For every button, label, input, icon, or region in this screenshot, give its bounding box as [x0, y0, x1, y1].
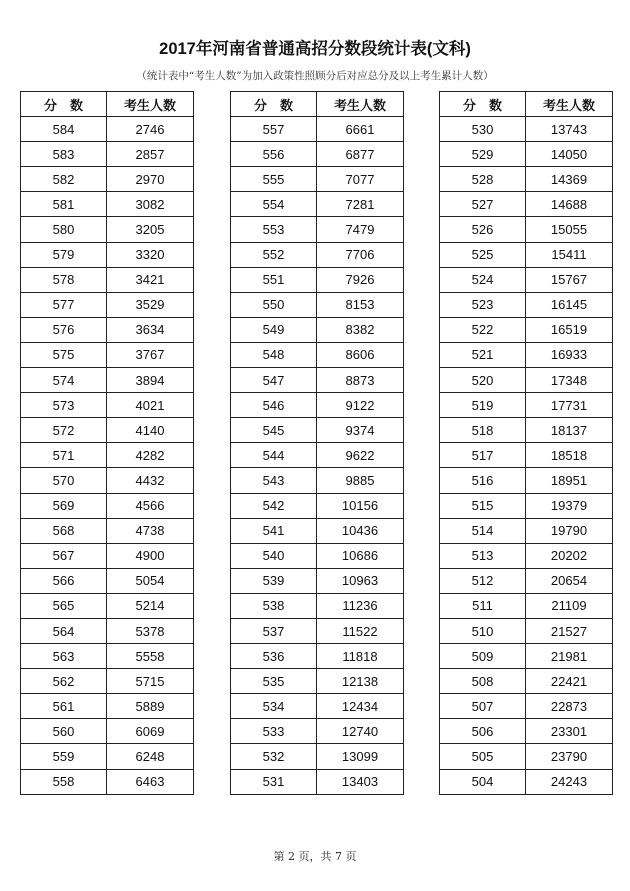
table-row [231, 342, 404, 367]
table-row [440, 317, 613, 342]
table-row [21, 744, 194, 769]
count-cell: 12434 [317, 694, 404, 719]
table-row [440, 342, 613, 367]
count-cell: 6463 [107, 769, 194, 794]
table-row [21, 669, 194, 694]
score-cell: 525 [440, 242, 526, 267]
table-row [231, 242, 404, 267]
count-cell: 3894 [107, 368, 194, 393]
column-header-score: 分 数 [231, 92, 317, 117]
count-cell: 7281 [317, 192, 404, 217]
table-row [21, 769, 194, 794]
table-row [231, 618, 404, 643]
page-footer: 第 2 页，共 7 页 [273, 850, 357, 863]
table-row [440, 192, 613, 217]
count-cell: 15055 [526, 217, 613, 242]
table-row [231, 142, 404, 167]
score-cell: 523 [440, 292, 526, 317]
count-cell: 4738 [107, 518, 194, 543]
score-cell: 540 [231, 543, 317, 568]
table-row [21, 267, 194, 292]
score-cell: 559 [21, 744, 107, 769]
count-cell: 12138 [317, 669, 404, 694]
count-cell: 5054 [107, 568, 194, 593]
score-cell: 521 [440, 342, 526, 367]
count-cell: 11522 [317, 618, 404, 643]
table-row [21, 292, 194, 317]
count-cell: 14369 [526, 167, 613, 192]
score-cell: 556 [231, 142, 317, 167]
score-cell: 560 [21, 719, 107, 744]
score-cell: 514 [440, 518, 526, 543]
score-cell: 541 [231, 518, 317, 543]
table-row [231, 368, 404, 393]
count-cell: 13403 [317, 769, 404, 794]
count-cell: 22873 [526, 694, 613, 719]
count-cell: 16933 [526, 342, 613, 367]
column-header-count: 考生人数 [317, 92, 404, 117]
table-row [440, 694, 613, 719]
score-cell: 548 [231, 342, 317, 367]
table-header-row [231, 92, 404, 117]
table-row [21, 518, 194, 543]
count-cell: 4140 [107, 418, 194, 443]
count-cell: 13099 [317, 744, 404, 769]
count-cell: 19790 [526, 518, 613, 543]
score-cell: 561 [21, 694, 107, 719]
count-cell: 11236 [317, 593, 404, 618]
count-cell: 2746 [107, 117, 194, 142]
score-cell: 568 [21, 518, 107, 543]
table-row [21, 167, 194, 192]
count-cell: 6248 [107, 744, 194, 769]
count-cell: 7706 [317, 242, 404, 267]
score-cell: 527 [440, 192, 526, 217]
table-row [231, 117, 404, 142]
document-title: 2017年河南省普通高招分数段统计表(文科) [159, 40, 471, 58]
count-cell: 23790 [526, 744, 613, 769]
score-cell: 542 [231, 493, 317, 518]
count-cell: 6069 [107, 719, 194, 744]
score-cell: 518 [440, 418, 526, 443]
table-row [21, 443, 194, 468]
count-cell: 7077 [317, 167, 404, 192]
count-cell: 15767 [526, 267, 613, 292]
count-cell: 4282 [107, 443, 194, 468]
score-cell: 511 [440, 593, 526, 618]
table-row [21, 543, 194, 568]
table-row [440, 719, 613, 744]
table-row [231, 593, 404, 618]
table-row [231, 468, 404, 493]
count-cell: 18518 [526, 443, 613, 468]
score-cell: 513 [440, 543, 526, 568]
score-cell: 543 [231, 468, 317, 493]
table-row [21, 468, 194, 493]
count-cell: 12740 [317, 719, 404, 744]
table-row [231, 694, 404, 719]
score-cell: 530 [440, 117, 526, 142]
table-row [440, 117, 613, 142]
table-row [440, 142, 613, 167]
score-cell: 557 [231, 117, 317, 142]
score-cell: 579 [21, 242, 107, 267]
score-cell: 546 [231, 393, 317, 418]
table-row [21, 618, 194, 643]
table-row [21, 418, 194, 443]
count-cell: 8382 [317, 317, 404, 342]
table-row [440, 644, 613, 669]
count-cell: 10963 [317, 568, 404, 593]
count-cell: 8873 [317, 368, 404, 393]
count-cell: 19379 [526, 493, 613, 518]
score-cell: 537 [231, 618, 317, 643]
count-cell: 3082 [107, 192, 194, 217]
score-cell: 565 [21, 593, 107, 618]
count-cell: 9374 [317, 418, 404, 443]
table-row [231, 443, 404, 468]
score-cell: 567 [21, 543, 107, 568]
score-cell: 536 [231, 644, 317, 669]
count-cell: 3205 [107, 217, 194, 242]
score-cell: 519 [440, 393, 526, 418]
score-cell: 577 [21, 292, 107, 317]
score-cell: 576 [21, 317, 107, 342]
count-cell: 4566 [107, 493, 194, 518]
count-cell: 16519 [526, 317, 613, 342]
count-cell: 11818 [317, 644, 404, 669]
table-row [440, 292, 613, 317]
score-cell: 533 [231, 719, 317, 744]
count-cell: 5558 [107, 644, 194, 669]
table-row [440, 593, 613, 618]
count-cell: 5214 [107, 593, 194, 618]
table-row [231, 167, 404, 192]
table-row [440, 669, 613, 694]
score-cell: 538 [231, 593, 317, 618]
table-row [231, 292, 404, 317]
score-cell: 545 [231, 418, 317, 443]
table-row [21, 342, 194, 367]
score-cell: 526 [440, 217, 526, 242]
count-cell: 24243 [526, 769, 613, 794]
score-cell: 509 [440, 644, 526, 669]
table-row [440, 217, 613, 242]
score-table-2 [230, 91, 404, 795]
table-row [440, 468, 613, 493]
count-cell: 20202 [526, 543, 613, 568]
score-cell: 570 [21, 468, 107, 493]
table-row [21, 694, 194, 719]
score-cell: 524 [440, 267, 526, 292]
count-cell: 4021 [107, 393, 194, 418]
count-cell: 17348 [526, 368, 613, 393]
score-cell: 583 [21, 142, 107, 167]
score-cell: 512 [440, 568, 526, 593]
table-row [231, 744, 404, 769]
count-cell: 18137 [526, 418, 613, 443]
score-cell: 508 [440, 669, 526, 694]
count-cell: 21527 [526, 618, 613, 643]
table-row [440, 518, 613, 543]
score-cell: 582 [21, 167, 107, 192]
score-cell: 539 [231, 568, 317, 593]
table-row [231, 719, 404, 744]
score-cell: 506 [440, 719, 526, 744]
score-cell: 516 [440, 468, 526, 493]
score-cell: 504 [440, 769, 526, 794]
table-row [231, 568, 404, 593]
table-row [21, 593, 194, 618]
count-cell: 5889 [107, 694, 194, 719]
table-row [231, 543, 404, 568]
score-cell: 515 [440, 493, 526, 518]
table-row [231, 769, 404, 794]
table-row [21, 719, 194, 744]
table-row [21, 142, 194, 167]
score-table-3 [439, 91, 613, 795]
score-cell: 564 [21, 618, 107, 643]
table-row [231, 217, 404, 242]
count-cell: 7926 [317, 267, 404, 292]
table-row [21, 317, 194, 342]
column-header-score: 分 数 [440, 92, 526, 117]
score-cell: 534 [231, 694, 317, 719]
table-row [231, 669, 404, 694]
score-cell: 571 [21, 443, 107, 468]
count-cell: 9885 [317, 468, 404, 493]
score-cell: 549 [231, 317, 317, 342]
count-cell: 9122 [317, 393, 404, 418]
count-cell: 14688 [526, 192, 613, 217]
table-row [231, 317, 404, 342]
score-cell: 510 [440, 618, 526, 643]
score-cell: 535 [231, 669, 317, 694]
score-cell: 573 [21, 393, 107, 418]
score-cell: 507 [440, 694, 526, 719]
count-cell: 17731 [526, 393, 613, 418]
score-cell: 581 [21, 192, 107, 217]
score-cell: 558 [21, 769, 107, 794]
count-cell: 6661 [317, 117, 404, 142]
table-row [231, 644, 404, 669]
score-cell: 554 [231, 192, 317, 217]
score-cell: 566 [21, 568, 107, 593]
table-row [440, 368, 613, 393]
score-cell: 522 [440, 317, 526, 342]
score-table-1 [20, 91, 194, 795]
score-cell: 574 [21, 368, 107, 393]
table-row [21, 368, 194, 393]
table-row [440, 242, 613, 267]
column-header-count: 考生人数 [107, 92, 194, 117]
count-cell: 2857 [107, 142, 194, 167]
document-subtitle: （统计表中“考生人数”为加入政策性照顾分后对应总分及以上考生累计人数） [136, 70, 494, 82]
score-cell: 528 [440, 167, 526, 192]
table-row [231, 518, 404, 543]
score-cell: 584 [21, 117, 107, 142]
score-cell: 551 [231, 267, 317, 292]
table-row [440, 493, 613, 518]
count-cell: 18951 [526, 468, 613, 493]
table-row [231, 393, 404, 418]
table-row [21, 192, 194, 217]
score-cell: 569 [21, 493, 107, 518]
count-cell: 22421 [526, 669, 613, 694]
score-cell: 575 [21, 342, 107, 367]
score-cell: 531 [231, 769, 317, 794]
table-row [21, 493, 194, 518]
table-row [21, 568, 194, 593]
score-cell: 529 [440, 142, 526, 167]
count-cell: 3634 [107, 317, 194, 342]
table-row [440, 443, 613, 468]
table-row [440, 418, 613, 443]
count-cell: 13743 [526, 117, 613, 142]
count-cell: 8153 [317, 292, 404, 317]
count-cell: 15411 [526, 242, 613, 267]
count-cell: 14050 [526, 142, 613, 167]
count-cell: 4432 [107, 468, 194, 493]
count-cell: 5715 [107, 669, 194, 694]
count-cell: 21981 [526, 644, 613, 669]
count-cell: 8606 [317, 342, 404, 367]
table-row [440, 618, 613, 643]
score-cell: 532 [231, 744, 317, 769]
score-cell: 563 [21, 644, 107, 669]
table-header-row [21, 92, 194, 117]
count-cell: 20654 [526, 568, 613, 593]
count-cell: 3529 [107, 292, 194, 317]
count-cell: 3320 [107, 242, 194, 267]
table-row [231, 192, 404, 217]
score-cell: 550 [231, 292, 317, 317]
table-header-row [440, 92, 613, 117]
column-header-score: 分 数 [21, 92, 107, 117]
table-row [440, 267, 613, 292]
table-row [440, 744, 613, 769]
count-cell: 3421 [107, 267, 194, 292]
table-row [440, 568, 613, 593]
score-cell: 562 [21, 669, 107, 694]
table-row [21, 644, 194, 669]
count-cell: 5378 [107, 618, 194, 643]
count-cell: 3767 [107, 342, 194, 367]
table-row [440, 769, 613, 794]
count-cell: 23301 [526, 719, 613, 744]
table-row [231, 493, 404, 518]
score-cell: 580 [21, 217, 107, 242]
table-row [231, 418, 404, 443]
table-row [440, 543, 613, 568]
count-cell: 2970 [107, 167, 194, 192]
table-row [21, 393, 194, 418]
count-cell: 10686 [317, 543, 404, 568]
column-header-count: 考生人数 [526, 92, 613, 117]
score-cell: 578 [21, 267, 107, 292]
table-row [21, 217, 194, 242]
count-cell: 6877 [317, 142, 404, 167]
table-row [21, 117, 194, 142]
table-row [231, 267, 404, 292]
table-row [440, 167, 613, 192]
count-cell: 21109 [526, 593, 613, 618]
score-cell: 547 [231, 368, 317, 393]
count-cell: 10436 [317, 518, 404, 543]
score-cell: 555 [231, 167, 317, 192]
count-cell: 9622 [317, 443, 404, 468]
table-row [440, 393, 613, 418]
count-cell: 10156 [317, 493, 404, 518]
score-cell: 553 [231, 217, 317, 242]
count-cell: 4900 [107, 543, 194, 568]
count-cell: 16145 [526, 292, 613, 317]
score-cell: 572 [21, 418, 107, 443]
table-row [21, 242, 194, 267]
score-cell: 517 [440, 443, 526, 468]
score-cell: 552 [231, 242, 317, 267]
count-cell: 7479 [317, 217, 404, 242]
score-cell: 520 [440, 368, 526, 393]
score-cell: 544 [231, 443, 317, 468]
score-cell: 505 [440, 744, 526, 769]
